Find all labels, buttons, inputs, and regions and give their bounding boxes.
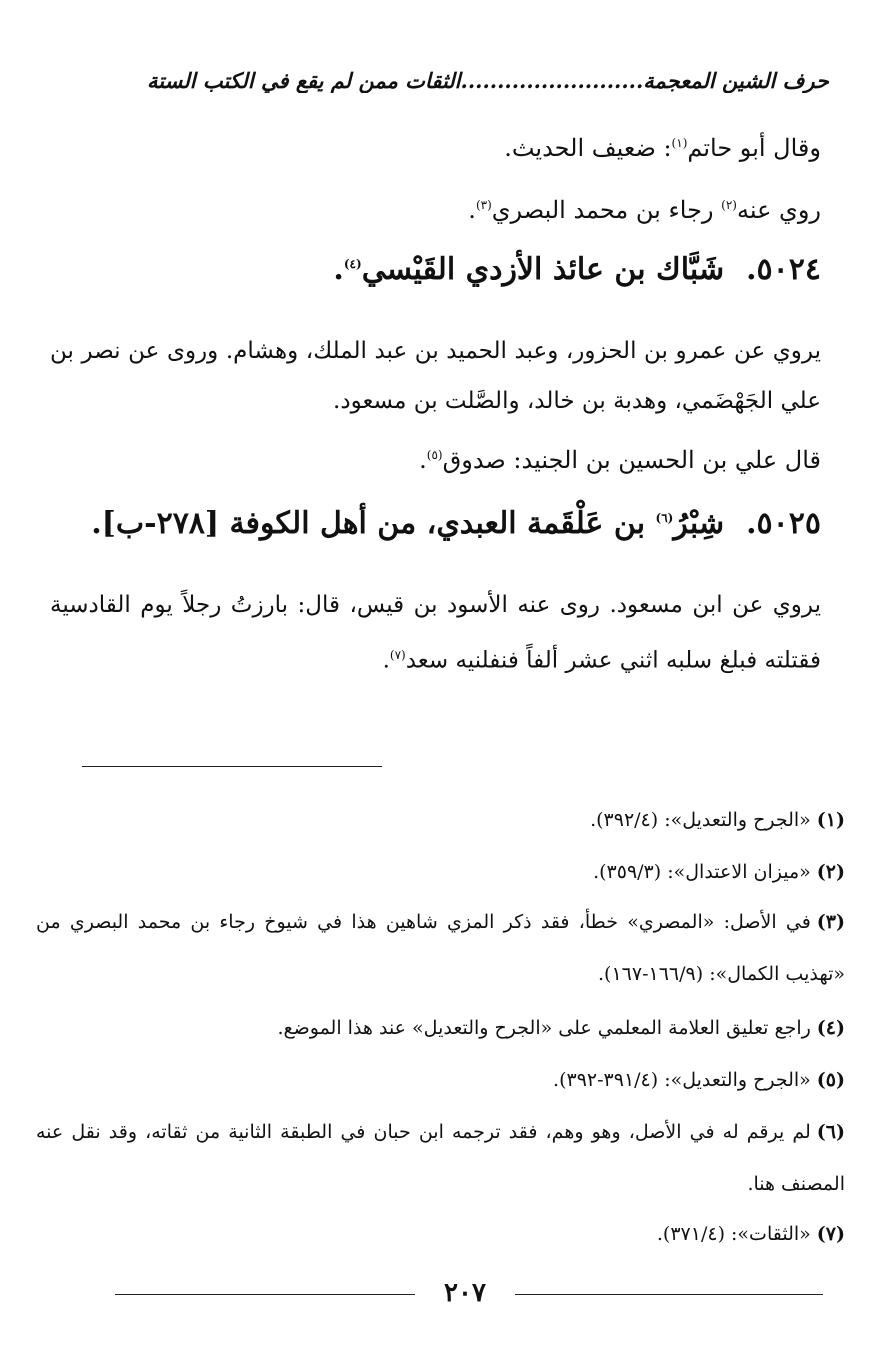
footnote-ref-1: (١)	[671, 136, 688, 150]
footnote-number: (١)	[816, 809, 845, 831]
footnote-text: لم يرقم له في الأصل، وهو وهم، فقد ترجمه ابن حبان في الطبقة الثانية من ثقاته، وقد نقل عنه المصنف هنا.	[36, 1121, 845, 1195]
text-line-1	[504, 134, 821, 162]
footnote-ref-5: (٥)	[426, 448, 443, 462]
footnote-text: راجع تعليق العلامة المعلمي على «الجرح والتعديل» عند هذا الموضع.	[277, 1017, 811, 1039]
entry-5024-paragraph: يروي عن عمرو بن الحزور، وعبد الحميد بن عبد الملك، وهشام. وروى عن نصر بن علي الجَهْضَمي، وهدبة بن خالد، والصَّلت بن مسعود.	[50, 338, 821, 414]
footnote-3	[36, 896, 845, 1000]
footnote-text: «الجرح والتعديل»: (٣٩٢/٤).	[590, 809, 811, 831]
footnote-text: في الأصل: «المصري» خطأ، فقد ذكر المزي شاهين هذا في شيوخ رجاء بن محمد البصري من «تهذيب الكمال»: (١٦٦/٩-١٦٧).	[36, 911, 845, 985]
footnote-text: «الجرح والتعديل»: (٣٩١/٤-٣٩٢).	[553, 1069, 811, 1091]
entry-5024-grading	[419, 446, 821, 474]
footnote-7	[36, 1208, 845, 1260]
footnote-number: (٦)	[816, 1121, 845, 1143]
footnote-ref-3: (٣)	[475, 198, 492, 212]
footnote-ref-2: (٢)	[721, 198, 737, 212]
line-1-text: وقال أبو حاتم	[687, 134, 821, 162]
entry-title-5024	[333, 252, 821, 287]
footnote-number: (٧)	[816, 1223, 845, 1245]
line-2-text: روي عنه	[736, 196, 821, 224]
line-2-end: .	[468, 196, 476, 224]
page-number: ٢٠٧	[415, 1278, 515, 1308]
footnote-number: (٢)	[816, 861, 845, 883]
line-2-mid: رجاء بن محمد البصري	[491, 196, 722, 224]
entry-name: شَبَّاك بن عائذ الأزدي القَيْسي	[361, 252, 725, 287]
entry-name-rest: بن عَلْقَمة العبدي، من أهل الكوفة [٢٧٨-ب].	[91, 506, 656, 541]
entry-5025-paragraph	[50, 580, 821, 686]
entry-number: ٥٠٢٥.	[746, 506, 821, 541]
footnote-2	[36, 846, 845, 898]
footnote-number: (٤)	[816, 1017, 845, 1039]
paragraph-end: .	[382, 647, 390, 674]
footnote-number: (٥)	[816, 1069, 845, 1091]
footnote-text: «الثقات»: (٣٧١/٤).	[656, 1223, 811, 1245]
grading-end: .	[419, 446, 427, 474]
footnote-4	[36, 1002, 845, 1054]
entry-name: شِبْرُ	[673, 506, 725, 541]
entry-title-5025	[91, 506, 821, 541]
footnote-5	[36, 1054, 845, 1106]
footnote-ref-4: (٤)	[343, 257, 362, 271]
footnote-6	[36, 1106, 845, 1210]
footnote-number: (٣)	[816, 911, 845, 933]
footnote-1	[36, 794, 845, 846]
footnote-ref-7: (٧)	[389, 648, 406, 662]
entry-end: .	[333, 252, 344, 287]
entry-number: ٥٠٢٤.	[746, 252, 821, 287]
paragraph-text: يروي عن ابن مسعود. روى عنه الأسود بن قيس، قال: بارزتُ رجلاً يوم القادسية فقتلته فبلغ سلبه اثني عشر ألفاً فنفلنيه سعد	[50, 592, 821, 674]
footnote-text: «ميزان الاعتدال»: (٣٥٩/٣).	[593, 861, 811, 883]
line-1-rest: : ضعيف الحديث.	[504, 134, 672, 162]
grading-text: قال علي بن الحسين بن الجنيد: صدوق	[442, 446, 821, 474]
running-header: حرف الشين المعجمة.........................الثقات ممن لم يقع في الكتب الستة	[147, 68, 829, 93]
footnote-ref-6: (٦)	[655, 511, 674, 525]
text-line-2	[468, 196, 821, 224]
footnote-divider	[82, 766, 382, 767]
